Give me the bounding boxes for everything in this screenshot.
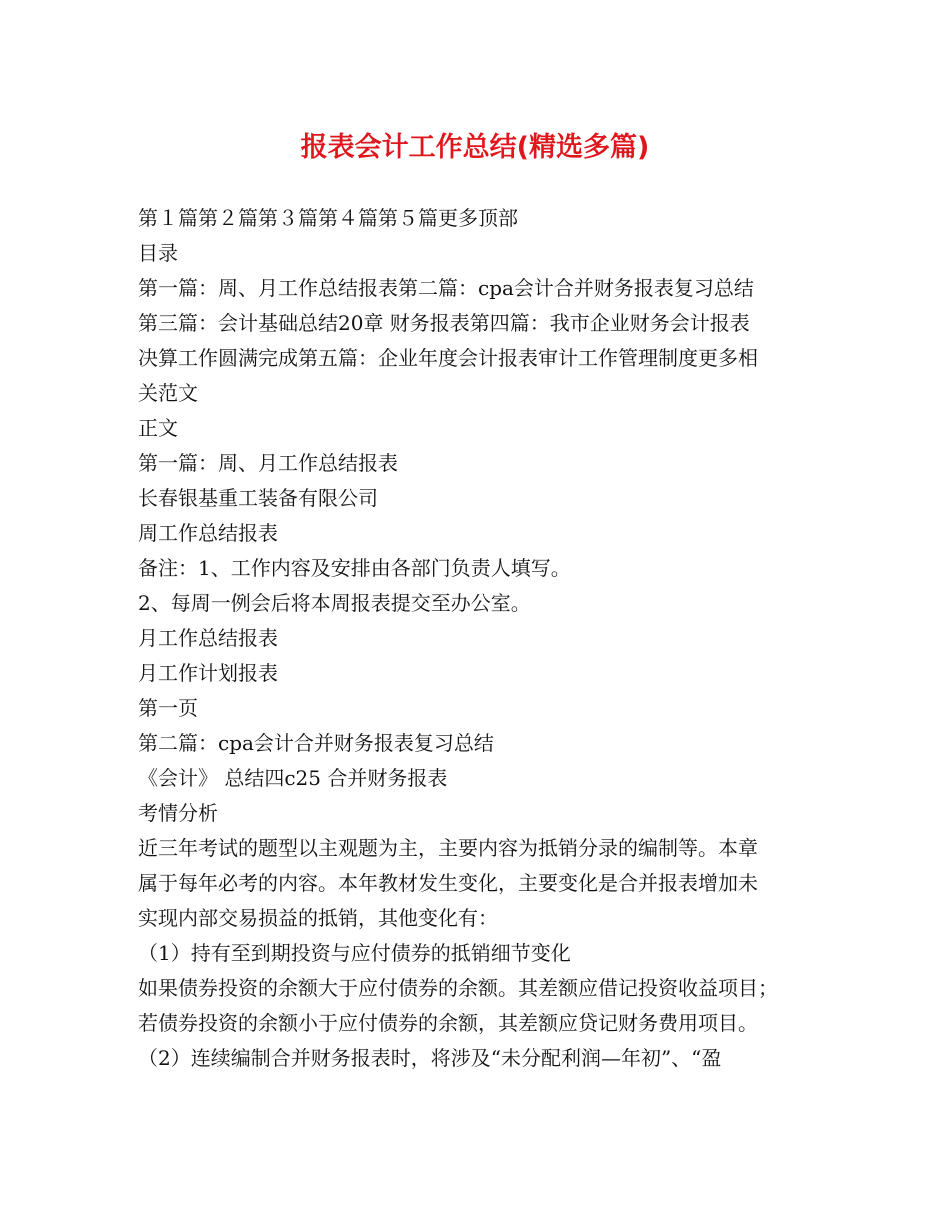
body-line-14: 月工作计划报表 <box>138 661 278 685</box>
body-line-18: 考情分析 <box>138 801 218 825</box>
body-line-15: 第一页 <box>138 696 198 720</box>
body-line-9: 长春银基重工装备有限公司 <box>138 486 378 510</box>
document-title: 报表会计工作总结(精选多篇) <box>300 132 650 163</box>
body-line-11: 备注：1、工作内容及安排由各部门负责人填写。 <box>138 556 571 580</box>
body-line-16: 第二篇：cpa会计合并财务报表复习总结 <box>138 731 494 755</box>
body-line-19: 近三年考试的题型以主观题为主，主要内容为抵销分录的编制等。本章 <box>138 836 758 860</box>
body-line-20: 属于每年必考的内容。本年教材发生变化，主要变化是合并报表增加未 <box>138 871 758 895</box>
body-line-21: 实现内部交易损益的抵销，其他变化有： <box>138 906 498 930</box>
body-line-22: （1）持有至到期投资与应付债券的抵销细节变化 <box>138 941 571 965</box>
body-line-12: 2、每周一例会后将本周报表提交至办公室。 <box>138 591 531 615</box>
body-line-24: 若债券投资的余额小于应付债券的余额，其差额应贷记财务费用项目。 <box>138 1011 758 1035</box>
body-line-17: 《会计》 总结四c25 合并财务报表 <box>138 766 448 790</box>
body-line-6: 关范文 <box>138 381 198 405</box>
body-line-25: （2）连续编制合并财务报表时，将涉及“未分配利润—年初”、“盈 <box>138 1046 722 1070</box>
body-line-5: 决算工作圆满完成第五篇：企业年度会计报表审计工作管理制度更多相 <box>138 346 758 370</box>
body-line-23: 如果债券投资的余额大于应付债券的余额。其差额应借记投资收益项目； <box>138 976 778 1000</box>
body-line-4: 第三篇：会计基础总结20章 财务报表第四篇：我市企业财务会计报表 <box>138 311 750 335</box>
body-line-3: 第一篇：周、月工作总结报表第二篇：cpa会计合并财务报表复习总结 <box>138 276 754 300</box>
body-line-7: 正文 <box>138 416 178 440</box>
document-body <box>138 201 828 1076</box>
body-line-2: 目录 <box>138 241 178 265</box>
body-line-8: 第一篇：周、月工作总结报表 <box>138 451 398 475</box>
body-line-1: 第１篇第２篇第３篇第４篇第５篇更多顶部 <box>138 206 518 230</box>
body-line-13: 月工作总结报表 <box>138 626 278 650</box>
body-line-10: 周工作总结报表 <box>138 521 278 545</box>
